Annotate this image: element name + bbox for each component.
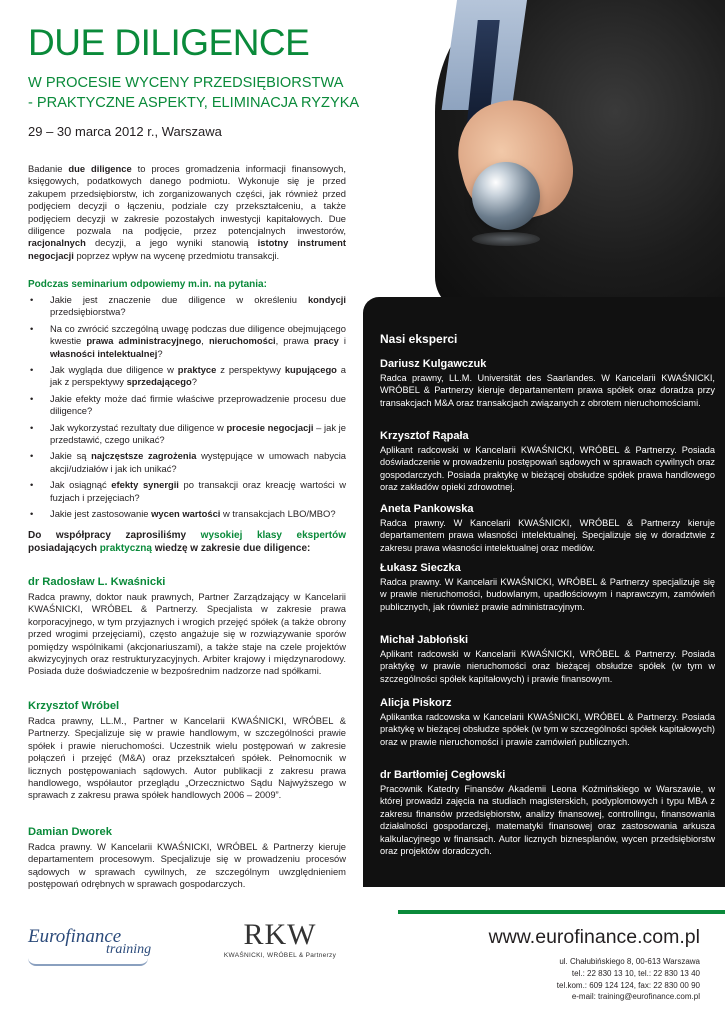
kwr-logo (210, 920, 350, 970)
speaker-name: Krzysztof Wróbel (28, 700, 120, 712)
expert-name: Michał Jabłoński (380, 634, 469, 646)
questions-heading: Podczas seminarium odpowiemy m.in. na pytania: (28, 279, 267, 290)
contact-block (557, 956, 700, 1003)
speaker-bio: Radca prawny, LL.M., Partner w Kancelarii KWAŚNICKI, WRÓBEL & Partnerzy. Specjalizuje się w prawie handlowym, w szczególności prawie spółek i prawie nieruchomości. Uczestnik wielu postępowań w zakresie połączeń i przejęć (M&A) oraz przekształceń spółek. Pełnomocnik w licznych postępowaniach sądowych. Autor publikacji z zakresu prawa handlowego, współautor przeglądu „Orzecznictwo Sądu Najwyższego w sprawach z zakresu prawa spółek handlowych 2006 – 2009”. (28, 715, 346, 801)
expert-pankowska (380, 503, 715, 554)
expert-kulgawczuk (380, 358, 715, 409)
contact-mobile: tel.kom.: 609 124 124, fax: 22 830 00 90 (556, 980, 700, 990)
question-text: – jak je przedstawić, czego unikać? (50, 421, 346, 446)
question-bold: własności intelektualnej (50, 347, 158, 359)
expert-rapala (380, 430, 715, 494)
expert-name: dr Bartłomiej Cegłowski (380, 769, 506, 781)
question-bold: prawa administracyjnego (86, 335, 202, 347)
collab-highlight: wysokiej klasy ekspertów (200, 530, 347, 541)
intro-text: poprzez wpływ na wycenę przedmiotu transakcji. (73, 249, 280, 261)
speaker-name: dr Radosław L. Kwaśnicki (28, 576, 166, 588)
speaker-name: Damian Dworek (28, 826, 112, 838)
question-bold: praktyce (177, 364, 217, 376)
question-text: Jak osiągnąć (50, 479, 112, 491)
eurofinance-logo-sub: training (106, 942, 152, 957)
subtitle-line-2: - PRAKTYCZNE ASPEKTY, ELIMINACJA RYZYKA (28, 95, 360, 111)
question-text: po transakcji oraz kreację wartości w fuzjach i przejęciach? (50, 479, 347, 503)
question-text: występujące w umowach nabycia akcji/udziałów i jak ich unikać? (50, 450, 347, 474)
collab-text: wiedzę w zakresie due diligence: (151, 543, 311, 554)
eurofinance-logo (28, 922, 168, 966)
event-date: 29 – 30 marca 2012 r., Warszawa (28, 124, 222, 139)
expert-bio: Aplikantka radcowska w Kancelarii KWAŚNICKI, WRÓBEL & Partnerzy. Posiada praktykę w bieżącej obsłudze spółek (w tym w szczególności spółek kapitałowych) oraz w prawie nieruchomości i prawie zamówień publicznych. (380, 712, 715, 747)
bullet-icon: • (30, 450, 34, 462)
speaker-wrobel (28, 700, 346, 802)
question-text: Jakie jest znaczenie due diligence w określeniu (50, 294, 308, 305)
globe-icon (472, 162, 540, 230)
expert-piskorz (380, 697, 715, 748)
hero-photo (360, 0, 725, 300)
bullet-icon: • (30, 294, 34, 305)
expert-bio: Radca prawny. W Kancelarii KWAŚNICKI, WRÓBEL & Partnerzy kieruje departamentem prawa własności intelektualnej. Specjalizuje się w doradztwie z zakresu prawa własności intelektualnej oraz mediów. (380, 518, 715, 553)
kwr-logo-mark: RKW (243, 918, 317, 951)
contact-email[interactable]: e-mail: training@eurofinance.com.pl (571, 992, 700, 1002)
eurofinance-logo-word: Eurofinance (28, 926, 122, 947)
bullet-icon: • (30, 322, 34, 334)
list-item (28, 479, 346, 504)
question-text: , (201, 335, 209, 347)
intro-text: Badanie (28, 163, 69, 174)
globe-reflection (472, 232, 540, 246)
bullet-icon: • (30, 479, 34, 491)
question-bold: sprzedającego (126, 376, 192, 388)
collab-text: Do współpracy zaprosiliśmy (28, 530, 201, 541)
speaker-bio: Radca prawny. W Kancelarii KWAŚNICKI, WRÓBEL & Partnerzy kieruje departamentem procesowym. Specjalizuje się w prowadzeniu procesów sądowych w sprawach cywilnych, ze szczególnym uwzględnieniem postępowań odrębnych w sprawach gospodarczych. (28, 841, 346, 890)
green-divider (398, 910, 725, 914)
questions-list (28, 294, 346, 525)
question-text: i (338, 335, 347, 347)
expert-bio: Pracownik Katedry Finansów Akademii Leona Koźmińskiego w Warszawie, w której prowadzi zajęcia na studiach magisterskich, podyplomowych i typu MBA z zakresu finansów przedsiębiorstw, analizy finansowej, controllingu, finansowania działalności gospodarczej, matematyki finansowej oraz zastosowania arkusza kalkulacyjnego w finansach. Autor licznych biznesplanów, wycen przedsiębiorstw oraz projektów doradczych. (380, 784, 715, 857)
expert-bio: Aplikant radcowski w Kancelarii KWAŚNICKI, WRÓBEL & Partnerzy. Posiada praktykę w prawie nieruchomości oraz bieżącej obsłudze spółek (w tym w szczególności spółek kapitałowych) i prawie finansowym. (380, 649, 715, 684)
expert-ceglowski (380, 769, 715, 857)
speaker-kwasnicki (28, 576, 346, 678)
expert-bio: Radca prawny, LL.M. Universität des Saarlandes. W Kancelarii KWAŚNICKI, WRÓBEL & Partnerzy kieruje departamentem prawa spółek oraz doradza przy transakcjach M&A oraz transakcjach związanych z obrotem nieruchomościami. (380, 373, 715, 408)
collab-highlight: praktyczną (99, 543, 152, 554)
intro-text: decyzji, a jego wyniki stanowią (85, 237, 258, 249)
question-bold: procesie negocjacji (226, 421, 314, 433)
expert-jablonski (380, 634, 715, 685)
question-bold: efekty synergii (111, 479, 179, 491)
intro-bold: racjonalnych (28, 237, 86, 249)
collab-text: posiadających (28, 543, 100, 554)
bullet-icon: • (30, 508, 34, 520)
speaker-dworek (28, 826, 346, 891)
experts-heading: Nasi eksperci (380, 332, 458, 346)
question-text: z perspektywy (216, 364, 285, 376)
collaboration-statement (28, 529, 346, 555)
list-item (28, 364, 346, 389)
question-text: Jak wykorzystać rezultaty due diligence w (50, 421, 227, 433)
question-text: Na co zwrócić szczególną uwagę podczas due diligence obejmującego kwestie (50, 322, 346, 347)
question-text: w transakcjach LBO/MBO? (220, 508, 336, 520)
question-text: ? (157, 347, 163, 359)
question-text: Jakie jest zastosowanie (50, 508, 152, 520)
expert-name: Dariusz Kulgawczuk (380, 358, 487, 370)
intro-paragraph (28, 163, 346, 262)
question-bold: najczęstsze zagrożenia (91, 450, 197, 462)
page-title: DUE DILIGENCE (28, 22, 310, 63)
question-text: , prawa (275, 335, 314, 347)
subtitle-line-1: W PROCESIE WYCENY PRZEDSIĘBIORSTWA (28, 75, 344, 91)
website-link[interactable]: www.eurofinance.com.pl (488, 926, 700, 948)
expert-bio: Aplikant radcowski w Kancelarii KWAŚNICKI, WRÓBEL & Partnerzy. Posiada doświadczenie w prowadzeniu postępowań sądowych w sprawach cywilnych oraz gospodarczych. Posiada praktykę w bieżącej obsłudze spółek prawa handlowego oraz zakładów opieki zdrowotnej. (380, 445, 715, 493)
question-text: Jak wygląda due diligence w (50, 364, 178, 376)
expert-name: Alicja Piskorz (380, 697, 452, 709)
intro-bold: istotny instrument negocjacji (28, 237, 346, 261)
question-bold: kupującego (284, 364, 337, 376)
question-bold: wycen wartości (151, 508, 221, 520)
list-item (28, 422, 346, 447)
question-text: Jakie efekty może dać firmie właściwe przeprowadzenie procesu due diligence? (50, 392, 346, 417)
list-item (28, 294, 346, 319)
question-bold: kondycji (307, 294, 346, 305)
list-item (28, 508, 346, 520)
subtitle (28, 73, 359, 113)
contact-address: ul. Chałubińskiego 8, 00-613 Warszawa (559, 957, 700, 966)
bullet-icon: • (30, 392, 34, 404)
speaker-bio: Radca prawny, doktor nauk prawnych, Partner Zarządzający w Kancelarii KWAŚNICKI, WRÓBEL & Partnerzy. Specjalista w zakresie prawa korporacyjnego, w tym przyjaznych i wrogich przejęć spółek (a także obrony przed wrogimi przejęciami), często angażuje się w rozwiązywanie sporów pomiędzy wspólnikami (akcjonariuszami), a także staje na czele projektów akwizycyjnych oraz restrukturyzacyjnych. Arbiter krajowy i międzynarodowy. Posiada duże doświadczenie w bezpośrednim nadzorze nad spółkami. (28, 591, 346, 677)
question-text: ? (191, 376, 197, 388)
question-bold: nieruchomości (208, 335, 276, 347)
swoosh-icon (28, 958, 148, 966)
intro-bold: due diligence (68, 163, 132, 174)
expert-name: Łukasz Sieczka (380, 562, 461, 574)
expert-sieczka (380, 562, 715, 613)
list-item (28, 323, 346, 360)
kwr-logo-firm: KWAŚNICKI, WRÓBEL & Partnerzy (223, 952, 337, 959)
question-text: Jakie są (50, 450, 92, 462)
expert-name: Krzysztof Rąpała (380, 430, 469, 442)
expert-name: Aneta Pankowska (380, 503, 474, 515)
list-item (28, 450, 346, 475)
intro-text: to proces gromadzenia informacji finansowych, księgowych, podatkowych danego podmiotu. Wykonuje się je przed zakupem przedsiębiorstw, ich zorganizowanych części, jak również przed podjęciem decyzji o łączeniu, podziale czy przekształceniu, a także podjęciem decyzji w zakresie pozostałych inwestycji kapitałowych. Due diligence pozwala na podjęcie, przez potencjalnych inwestorów, (28, 163, 346, 237)
contact-phone: tel.: 22 830 13 10, tel.: 22 830 13 40 (571, 968, 700, 978)
bullet-icon: • (30, 421, 34, 433)
question-text: a jak z perspektywy (50, 364, 346, 388)
bullet-icon: • (30, 364, 34, 376)
list-item (28, 393, 346, 418)
question-bold: pracy (313, 335, 339, 347)
expert-bio: Radca prawny. W Kancelarii KWAŚNICKI, WRÓBEL & Partnerzy specjalizuje się w prawie nieruchomości, budowlanym, upadłościowym i naprawczym, zamówień publicznych, jak również prawie administracyjnym. (380, 577, 715, 612)
question-text: przedsiębiorstwa? (50, 306, 126, 318)
experts-panel (363, 297, 725, 887)
